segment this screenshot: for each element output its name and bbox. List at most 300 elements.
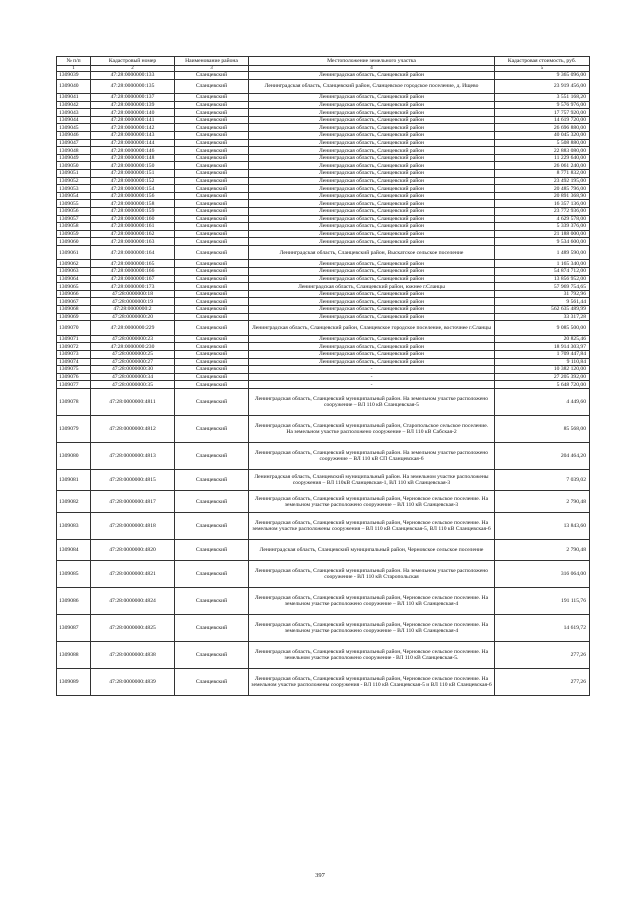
cadastral-number-cell: 47:28:0000000:133 xyxy=(91,72,175,80)
table-row xyxy=(57,313,590,321)
cadastral-value-cell: 16 357 136,00 xyxy=(495,200,590,208)
cadastral-value-cell: 14 619,72 xyxy=(495,615,590,642)
table-header-row xyxy=(57,57,590,66)
table-row xyxy=(57,335,590,343)
row-number-cell: 1309074 xyxy=(57,358,91,366)
cadastral-number-cell: 47:28:0000000:165 xyxy=(91,260,175,268)
location-cell: Ленинградская область, Сланцевский район xyxy=(249,101,495,109)
district-cell: Сланцевский xyxy=(175,669,249,696)
cadastral-value-cell: 54 874 712,00 xyxy=(495,268,590,276)
district-cell: Сланцевский xyxy=(175,268,249,276)
location-cell: Ленинградская область, Сланцевский район xyxy=(249,268,495,276)
district-cell: Сланцевский xyxy=(175,275,249,283)
cadastral-value-cell: 17 757 920,00 xyxy=(495,109,590,117)
district-cell: Сланцевский xyxy=(175,588,249,615)
table-row xyxy=(57,343,590,351)
location-cell: Ленинградская область, Сланцевский район xyxy=(249,238,495,246)
table-row xyxy=(57,290,590,298)
cadastral-number-cell: 47:28:0000000:34 xyxy=(91,373,175,381)
table-row xyxy=(57,512,590,539)
cadastral-value-cell: 57 969 754,65 xyxy=(495,283,590,291)
cadastral-number-cell: 47:28:0000000:164 xyxy=(91,245,175,260)
table-row xyxy=(57,200,590,208)
header-district-name: Наименование района xyxy=(175,57,249,66)
district-cell: Сланцевский xyxy=(175,283,249,291)
district-cell: Сланцевский xyxy=(175,72,249,80)
location-cell: Ленинградская область, Сланцевский муниципальный район. На земельном участке расположено сооружение – ВЛ 110 кВ СП Сланцевская-6 xyxy=(249,442,495,469)
district-cell: Сланцевский xyxy=(175,539,249,561)
cadastral-value-cell: 1 489 590,00 xyxy=(495,245,590,260)
location-cell: Ленинградская область, Сланцевский район xyxy=(249,306,495,314)
location-cell: Ленинградская область, Сланцевский район, Сланцевское городское поселение, восточнее г.Сланцы xyxy=(249,321,495,336)
row-number-cell: 1309064 xyxy=(57,275,91,283)
district-cell: Сланцевский xyxy=(175,116,249,124)
table-row xyxy=(57,388,590,415)
row-number-cell: 1309046 xyxy=(57,132,91,140)
cadastral-number-cell: 47:28:0000000:2 xyxy=(91,306,175,314)
row-number-cell: 1309071 xyxy=(57,335,91,343)
cadastral-number-cell: 47:28:0000000:160 xyxy=(91,215,175,223)
row-number-cell: 1309041 xyxy=(57,94,91,102)
row-number-cell: 1309067 xyxy=(57,298,91,306)
table-row xyxy=(57,588,590,615)
district-cell: Сланцевский xyxy=(175,366,249,374)
district-cell: Сланцевский xyxy=(175,343,249,351)
table-row xyxy=(57,72,590,80)
district-cell: Сланцевский xyxy=(175,260,249,268)
cadastral-value-cell: 5 648 720,00 xyxy=(495,381,590,389)
district-cell: Сланцевский xyxy=(175,313,249,321)
cadastral-number-cell: 47:28:0000000:161 xyxy=(91,223,175,231)
district-cell: Сланцевский xyxy=(175,147,249,155)
table-row xyxy=(57,139,590,147)
district-cell: Сланцевский xyxy=(175,94,249,102)
district-cell: Сланцевский xyxy=(175,350,249,358)
location-cell: Ленинградская область, Сланцевский район xyxy=(249,139,495,147)
column-index: 3 xyxy=(175,66,249,72)
row-number-cell: 1309088 xyxy=(57,642,91,669)
location-cell: Ленинградская область, Сланцевский муниципальный район. На земельном участке расположено сооружение – ВЛ 110 кВ Сланцевская-5 xyxy=(249,388,495,415)
cadastral-value-cell: 2 790,48 xyxy=(495,491,590,513)
cadastral-value-cell: 9 085 500,00 xyxy=(495,321,590,336)
cadastral-value-cell: 22 883 080,00 xyxy=(495,147,590,155)
header-cadastral-number: Кадастровый номер xyxy=(91,57,175,66)
cadastral-number-cell: 47:28:0000000:4817 xyxy=(91,491,175,513)
district-cell: Сланцевский xyxy=(175,154,249,162)
cadastral-number-cell: 47:28:0000000:25 xyxy=(91,350,175,358)
table-row xyxy=(57,350,590,358)
row-number-cell: 1309072 xyxy=(57,343,91,351)
location-cell: Ленинградская область, Сланцевский район xyxy=(249,313,495,321)
cadastral-number-cell: 47:28:0000000:139 xyxy=(91,101,175,109)
location-cell: Ленинградская область, Сланцевский муниципальный район, Старопольское сельское поселение. На земельном участке расположено сооружение – ВЛ 110 кВ Сабская-2 xyxy=(249,415,495,442)
district-cell: Сланцевский xyxy=(175,491,249,513)
row-number-cell: 1309048 xyxy=(57,147,91,155)
row-number-cell: 1309042 xyxy=(57,101,91,109)
district-cell: Сланцевский xyxy=(175,223,249,231)
cadastral-number-cell: 47:28:0000000:135 xyxy=(91,79,175,94)
cadastral-number-cell: 47:28:0000000:162 xyxy=(91,230,175,238)
row-number-cell: 1309039 xyxy=(57,72,91,80)
location-cell: Ленинградская область, Сланцевский район xyxy=(249,200,495,208)
location-cell: Ленинградская область, Сланцевский муниципальный район, Черновское сельское поселение. На земельном участке расположено сооружение – ВЛ 110 кВ Сланцевская-4 xyxy=(249,588,495,615)
column-index: 1 xyxy=(57,66,91,72)
table-row xyxy=(57,132,590,140)
row-number-cell: 1309052 xyxy=(57,177,91,185)
cadastral-value-cell: 9 534 600,00 xyxy=(495,238,590,246)
location-cell: Ленинградская область, Сланцевский район xyxy=(249,343,495,351)
district-cell: Сланцевский xyxy=(175,132,249,140)
location-cell: Ленинградская область, Сланцевский муниципальный район, Черновское сельское поселение. На земельном участке расположены сооружения - ВЛ 110 кВ Сланцевская-5 и ВЛ 110 кВ Сланцевская-6 xyxy=(249,669,495,696)
location-cell: Ленинградская область, Сланцевский район xyxy=(249,185,495,193)
cadastral-number-cell: 47:28:0000000:35 xyxy=(91,381,175,389)
district-cell: Сланцевский xyxy=(175,170,249,178)
cadastral-value-cell: 11 229 640,00 xyxy=(495,154,590,162)
table-row xyxy=(57,669,590,696)
cadastral-number-cell: 47:28:0000000:167 xyxy=(91,275,175,283)
cadastral-value-cell: 85 568,00 xyxy=(495,415,590,442)
row-number-cell: 1309077 xyxy=(57,381,91,389)
cadastral-value-cell: 191 115,76 xyxy=(495,588,590,615)
table-row xyxy=(57,268,590,276)
row-number-cell: 1309073 xyxy=(57,350,91,358)
cadastral-value-cell: 21 188 000,00 xyxy=(495,230,590,238)
cadastral-number-cell: 47:28:0000000:143 xyxy=(91,132,175,140)
table-row xyxy=(57,642,590,669)
cadastral-value-cell: 14 619 720,00 xyxy=(495,116,590,124)
table-row xyxy=(57,170,590,178)
row-number-cell: 1309068 xyxy=(57,306,91,314)
row-number-cell: 1309081 xyxy=(57,469,91,491)
table-row xyxy=(57,615,590,642)
cadastral-number-cell: 47:28:0000000:150 xyxy=(91,162,175,170)
table-row xyxy=(57,358,590,366)
table-row xyxy=(57,230,590,238)
table-row xyxy=(57,275,590,283)
cadastral-number-cell: 47:28:0000000:18 xyxy=(91,290,175,298)
cadastral-value-cell: 26 061 240,00 xyxy=(495,162,590,170)
cadastral-value-cell: 13 856 952,00 xyxy=(495,275,590,283)
cadastral-number-cell: 47:28:0000000:140 xyxy=(91,109,175,117)
row-number-cell: 1309079 xyxy=(57,415,91,442)
cadastral-value-cell: 4 449,60 xyxy=(495,388,590,415)
table-row xyxy=(57,366,590,374)
row-number-cell: 1309044 xyxy=(57,116,91,124)
document-page xyxy=(56,56,589,696)
cadastral-value-cell: 9 561,44 xyxy=(495,298,590,306)
district-cell: Сланцевский xyxy=(175,215,249,223)
table-row xyxy=(57,306,590,314)
cadastral-value-cell: 562 635 489,99 xyxy=(495,306,590,314)
cadastral-number-cell: 47:28:0000000:27 xyxy=(91,358,175,366)
cadastral-number-cell: 47:28:0000000:166 xyxy=(91,268,175,276)
district-cell: Сланцевский xyxy=(175,230,249,238)
district-cell: Сланцевский xyxy=(175,162,249,170)
district-cell: Сланцевский xyxy=(175,335,249,343)
location-cell: - xyxy=(249,366,495,374)
location-cell: - xyxy=(249,381,495,389)
cadastral-value-cell: 10 382 120,00 xyxy=(495,366,590,374)
district-cell: Сланцевский xyxy=(175,512,249,539)
row-number-cell: 1309050 xyxy=(57,162,91,170)
district-cell: Сланцевский xyxy=(175,642,249,669)
column-index: 5 xyxy=(495,66,590,72)
cadastral-number-cell: 47:28:0000000:158 xyxy=(91,200,175,208)
row-number-cell: 1309055 xyxy=(57,200,91,208)
table-row xyxy=(57,124,590,132)
district-cell: Сланцевский xyxy=(175,124,249,132)
cadastral-value-cell: 5 339 376,00 xyxy=(495,223,590,231)
cadastral-value-cell: 23 919 456,00 xyxy=(495,79,590,94)
cadastral-number-cell: 47:28:0000000:4813 xyxy=(91,442,175,469)
cadastral-number-cell: 47:28:0000000:4820 xyxy=(91,539,175,561)
district-cell: Сланцевский xyxy=(175,101,249,109)
cadastral-number-cell: 47:28:0000000:4838 xyxy=(91,642,175,669)
cadastral-value-cell: 20 825,46 xyxy=(495,335,590,343)
cadastral-number-cell: 47:28:0000000:4812 xyxy=(91,415,175,442)
district-cell: Сланцевский xyxy=(175,442,249,469)
row-number-cell: 1309085 xyxy=(57,561,91,588)
location-cell: Ленинградская область, Сланцевский муниципальный район, Черновское сельское поселение. На земельном участке расположено сооружение - ВЛ 110 кВ Сланцевская-5. xyxy=(249,642,495,669)
table-row xyxy=(57,238,590,246)
cadastral-number-cell: 47:28:0000000:4821 xyxy=(91,561,175,588)
location-cell: Ленинградская область, Сланцевский район xyxy=(249,230,495,238)
table-row xyxy=(57,223,590,231)
row-number-cell: 1309083 xyxy=(57,512,91,539)
table-row xyxy=(57,208,590,216)
cadastral-value-cell: 9 365 096,00 xyxy=(495,72,590,80)
table-row xyxy=(57,162,590,170)
location-cell: Ленинградская область, Сланцевский район, Выскатское сельское поселение xyxy=(249,245,495,260)
cadastral-value-cell: 31 792,96 xyxy=(495,290,590,298)
district-cell: Сланцевский xyxy=(175,388,249,415)
location-cell: Ленинградская область, Сланцевский муниципальный район, Черновское сельское поселение. На земельном участке расположено сооружение – ВЛ 110 кВ Сланцевская-3 xyxy=(249,491,495,513)
row-number-cell: 1309040 xyxy=(57,79,91,94)
cadastral-number-cell: 47:28:0000000:173 xyxy=(91,283,175,291)
cadastral-value-cell: 8 771 832,00 xyxy=(495,170,590,178)
location-cell: Ленинградская область, Сланцевский район xyxy=(249,154,495,162)
cadastral-number-cell: 47:28:0000000:154 xyxy=(91,185,175,193)
row-number-cell: 1309049 xyxy=(57,154,91,162)
row-number-cell: 1309076 xyxy=(57,373,91,381)
table-row xyxy=(57,147,590,155)
location-cell: Ленинградская область, Сланцевский муниципальный район, Черновское сельское поселение. На земельном участке расположено сооружение – ВЛ 110 кВ Сланцевская-4 xyxy=(249,615,495,642)
cadastral-number-cell: 47:28:0000000:230 xyxy=(91,343,175,351)
table-row xyxy=(57,109,590,117)
location-cell: Ленинградская область, Сланцевский район xyxy=(249,72,495,80)
row-number-cell: 1309057 xyxy=(57,215,91,223)
table-row xyxy=(57,283,590,291)
cadastral-number-cell: 47:28:0000000:163 xyxy=(91,238,175,246)
table-row xyxy=(57,539,590,561)
table-row xyxy=(57,101,590,109)
location-cell: Ленинградская область, Сланцевский муниципальный район, Черновское сельское поселение xyxy=(249,539,495,561)
location-cell: Ленинградская область, Сланцевский район xyxy=(249,109,495,117)
table-row xyxy=(57,94,590,102)
cadastral-value-table xyxy=(56,56,590,696)
cadastral-value-cell: 23 492 195,00 xyxy=(495,177,590,185)
cadastral-number-cell: 47:28:0000000:152 xyxy=(91,177,175,185)
district-cell: Сланцевский xyxy=(175,321,249,336)
location-cell: Ленинградская область, Сланцевский район xyxy=(249,260,495,268)
cadastral-number-cell: 47:28:0000000:137 xyxy=(91,94,175,102)
location-cell: Ленинградская область, Сланцевский район xyxy=(249,132,495,140)
cadastral-number-cell: 47:28:0000000:4815 xyxy=(91,469,175,491)
cadastral-value-cell: 20 891 368,90 xyxy=(495,192,590,200)
row-number-cell: 1309078 xyxy=(57,388,91,415)
district-cell: Сланцевский xyxy=(175,615,249,642)
location-cell: Ленинградская область, Сланцевский район xyxy=(249,358,495,366)
cadastral-value-cell: 277,26 xyxy=(495,642,590,669)
table-row xyxy=(57,154,590,162)
cadastral-value-cell: 27 205 392,00 xyxy=(495,373,590,381)
row-number-cell: 1309062 xyxy=(57,260,91,268)
row-number-cell: 1309075 xyxy=(57,366,91,374)
cadastral-number-cell: 47:28:0000000:20 xyxy=(91,313,175,321)
location-cell: Ленинградская область, Сланцевский район xyxy=(249,215,495,223)
cadastral-number-cell: 47:28:0000000:159 xyxy=(91,208,175,216)
cadastral-value-cell: 33 317,28 xyxy=(495,313,590,321)
table-row xyxy=(57,298,590,306)
district-cell: Сланцевский xyxy=(175,208,249,216)
table-row xyxy=(57,245,590,260)
cadastral-number-cell: 47:28:0000000:23 xyxy=(91,335,175,343)
cadastral-number-cell: 47:28:0000000:141 xyxy=(91,116,175,124)
cadastral-value-cell: 4 629 578,00 xyxy=(495,215,590,223)
row-number-cell: 1309069 xyxy=(57,313,91,321)
location-cell: Ленинградская область, Сланцевский район xyxy=(249,147,495,155)
row-number-cell: 1309070 xyxy=(57,321,91,336)
location-cell: Ленинградская область, Сланцевский район xyxy=(249,177,495,185)
cadastral-number-cell: 47:28:0000000:148 xyxy=(91,154,175,162)
cadastral-value-cell: 9 576 976,00 xyxy=(495,101,590,109)
cadastral-value-cell: 13 843,60 xyxy=(495,512,590,539)
table-row xyxy=(57,177,590,185)
cadastral-number-cell: 47:28:0000000:229 xyxy=(91,321,175,336)
row-number-cell: 1309063 xyxy=(57,268,91,276)
cadastral-value-cell: 2 790,48 xyxy=(495,539,590,561)
location-cell: Ленинградская область, Сланцевский район xyxy=(249,350,495,358)
cadastral-value-cell: 26 696 880,00 xyxy=(495,124,590,132)
cadastral-number-cell: 47:28:0000000:4818 xyxy=(91,512,175,539)
district-cell: Сланцевский xyxy=(175,373,249,381)
row-number-cell: 1309080 xyxy=(57,442,91,469)
table-row xyxy=(57,561,590,588)
cadastral-number-cell: 47:28:0000000:142 xyxy=(91,124,175,132)
row-number-cell: 1309060 xyxy=(57,238,91,246)
table-row xyxy=(57,442,590,469)
table-row xyxy=(57,192,590,200)
district-cell: Сланцевский xyxy=(175,177,249,185)
location-cell: Ленинградская область, Сланцевский район xyxy=(249,94,495,102)
row-number-cell: 1309066 xyxy=(57,290,91,298)
row-number-cell: 1309086 xyxy=(57,588,91,615)
location-cell: Ленинградская область, Сланцевский район xyxy=(249,116,495,124)
district-cell: Сланцевский xyxy=(175,200,249,208)
district-cell: Сланцевский xyxy=(175,185,249,193)
location-cell: Ленинградская область, Сланцевский район, Сланцевское городское поселение, д. Ищево xyxy=(249,79,495,94)
row-number-cell: 1309087 xyxy=(57,615,91,642)
district-cell: Сланцевский xyxy=(175,290,249,298)
district-cell: Сланцевский xyxy=(175,469,249,491)
location-cell: Ленинградская область, Сланцевский район xyxy=(249,223,495,231)
district-cell: Сланцевский xyxy=(175,245,249,260)
row-number-cell: 1309084 xyxy=(57,539,91,561)
table-row xyxy=(57,415,590,442)
table-row xyxy=(57,79,590,94)
district-cell: Сланцевский xyxy=(175,238,249,246)
location-cell: Ленинградская область, Сланцевский муниципальный район. На земельном участке расположено сооружение - ВЛ 110 кВ Старопольская xyxy=(249,561,495,588)
row-number-cell: 1309053 xyxy=(57,185,91,193)
location-cell: Ленинградская область, Сланцевский район xyxy=(249,162,495,170)
district-cell: Сланцевский xyxy=(175,561,249,588)
table-row xyxy=(57,381,590,389)
table-row xyxy=(57,469,590,491)
row-number-cell: 1309047 xyxy=(57,139,91,147)
location-cell: Ленинградская область, Сланцевский район xyxy=(249,124,495,132)
table-row xyxy=(57,491,590,513)
cadastral-number-cell: 47:28:0000000:4824 xyxy=(91,588,175,615)
cadastral-value-cell: 40 045 320,00 xyxy=(495,132,590,140)
header-cadastral-value: Кадастровая стоимость, руб. xyxy=(495,57,590,66)
cadastral-value-cell: 204 464,20 xyxy=(495,442,590,469)
cadastral-value-cell: 316 064,00 xyxy=(495,561,590,588)
cadastral-value-cell: 23 772 936,00 xyxy=(495,208,590,216)
page-number: 397 xyxy=(315,872,325,879)
row-number-cell: 1309059 xyxy=(57,230,91,238)
location-cell: Ленинградская область, Сланцевский район, южнее г.Сланцы xyxy=(249,283,495,291)
location-cell: Ленинградская область, Сланцевский район xyxy=(249,170,495,178)
cadastral-value-cell: 18 914 303,97 xyxy=(495,343,590,351)
column-index: 2 xyxy=(91,66,175,72)
location-cell: - xyxy=(249,373,495,381)
district-cell: Сланцевский xyxy=(175,192,249,200)
cadastral-number-cell: 47:28:0000000:146 xyxy=(91,147,175,155)
cadastral-number-cell: 47:28:0000000:4825 xyxy=(91,615,175,642)
row-number-cell: 1309089 xyxy=(57,669,91,696)
location-cell: Ленинградская область, Сланцевский район xyxy=(249,298,495,306)
cadastral-value-cell: 7 039,02 xyxy=(495,469,590,491)
header-location: Местоположение земельного участка xyxy=(249,57,495,66)
cadastral-number-cell: 47:28:0000000:144 xyxy=(91,139,175,147)
cadastral-value-cell: 5 508 880,00 xyxy=(495,139,590,147)
location-cell: Ленинградская область, Сланцевский район xyxy=(249,275,495,283)
district-cell: Сланцевский xyxy=(175,381,249,389)
district-cell: Сланцевский xyxy=(175,358,249,366)
cadastral-value-cell: 1 165 340,00 xyxy=(495,260,590,268)
table-body xyxy=(57,72,590,696)
location-cell: Ленинградская область, Сланцевский район xyxy=(249,208,495,216)
row-number-cell: 1309061 xyxy=(57,245,91,260)
district-cell: Сланцевский xyxy=(175,298,249,306)
row-number-cell: 1309051 xyxy=(57,170,91,178)
table-row xyxy=(57,373,590,381)
location-cell: Ленинградская область, Сланцевский муниципальный район, Черновское сельское поселение. На земельном участке расположены сооружения – ВЛ 110 кВ Сланцевская-5, ВЛ 110 кВ Сланцевская-6 xyxy=(249,512,495,539)
location-cell: Ленинградская область, Сланцевский район xyxy=(249,192,495,200)
cadastral-number-cell: 47:28:0000000:156 xyxy=(91,192,175,200)
cadastral-value-cell: 1 709 447,84 xyxy=(495,350,590,358)
cadastral-value-cell: 20 485 796,00 xyxy=(495,185,590,193)
cadastral-number-cell: 47:28:0000000:4839 xyxy=(91,669,175,696)
row-number-cell: 1309045 xyxy=(57,124,91,132)
row-number-cell: 1309065 xyxy=(57,283,91,291)
table-row xyxy=(57,321,590,336)
cadastral-number-cell: 47:28:0000000:4811 xyxy=(91,388,175,415)
district-cell: Сланцевский xyxy=(175,306,249,314)
location-cell: Ленинградская область, Сланцевский район xyxy=(249,335,495,343)
cadastral-number-cell: 47:28:0000000:30 xyxy=(91,366,175,374)
column-index: 4 xyxy=(249,66,495,72)
